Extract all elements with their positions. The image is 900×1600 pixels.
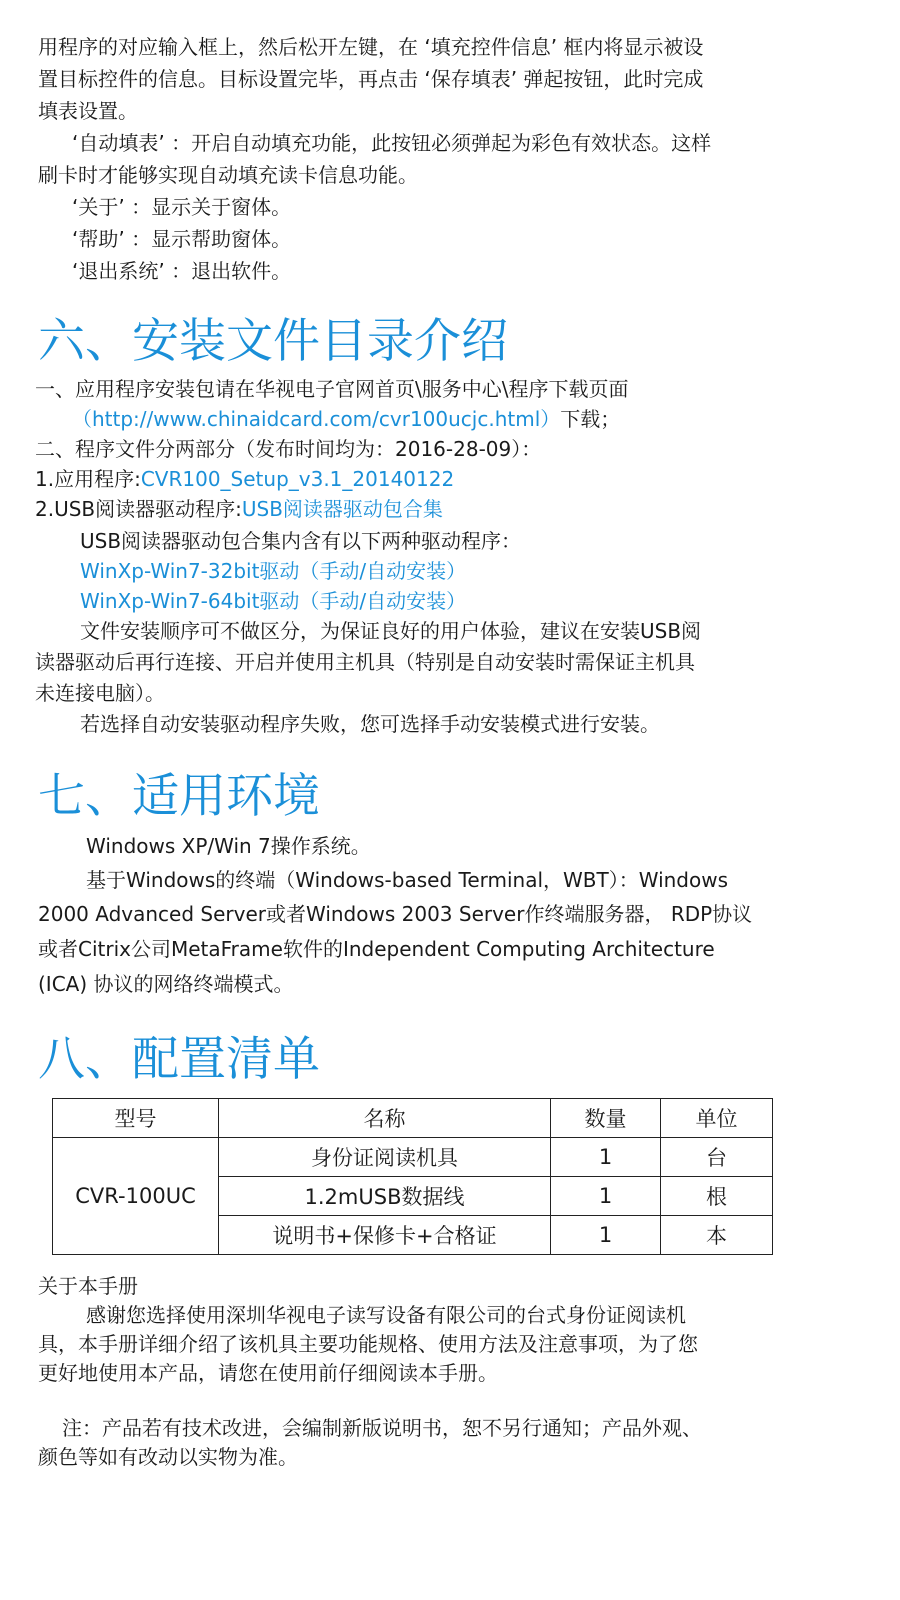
intro-line-8: ‘退出系统’ ：退出软件。 — [72, 259, 292, 283]
s7-line-2: 基于Windows的终端（Windows-based Terminal，WBT）：Windows — [86, 868, 729, 892]
header-qty: 数量 — [551, 1099, 661, 1138]
s7-line-3: 2000 Advanced Server或者Windows 2003 Server作终端服务器， RDP协议 — [38, 902, 753, 926]
driver-32bit-link[interactable]: WinXp-Win7-32bit驱动（手动/自动安装） — [80, 559, 467, 583]
unit-cell: 根 — [661, 1177, 773, 1216]
s6-driver-line — [35, 493, 443, 525]
header-unit: 单位 — [661, 1099, 773, 1138]
driver-pack-link[interactable]: USB阅读器驱动包合集 — [241, 497, 443, 521]
driver-64bit-link[interactable]: WinXp-Win7-64bit驱动（手动/自动安装） — [80, 589, 467, 613]
download-page-link[interactable]: （http://www.chinaidcard.com/cvr100ucjc.html） — [72, 407, 561, 431]
intro-line-1: 用程序的对应输入框上，然后松开左键，在 ‘填充控件信息’ 框内将显示被设 — [38, 35, 704, 59]
table-row — [53, 1138, 773, 1177]
intro-line-7: ‘帮助’ ：显示帮助窗体。 — [72, 227, 292, 251]
name-cell: 身份证阅读机具 — [219, 1138, 551, 1177]
intro-line-5: 刷卡时才能够实现自动填充读卡信息功能。 — [38, 163, 418, 187]
qty-cell: 1 — [551, 1177, 661, 1216]
intro-line-4: ‘自动填表’ ：开启自动填充功能，此按钮必须弹起为彩色有效状态。这样 — [72, 131, 712, 155]
s6-line-6: USB阅读器驱动包合集内含有以下两种驱动程序： — [80, 529, 522, 553]
header-model: 型号 — [53, 1099, 219, 1138]
about-title: 关于本手册 — [38, 1274, 138, 1298]
name-cell: 说明书+保修卡+合格证 — [219, 1216, 551, 1255]
s6-line-9: 文件安装顺序可不做区分，为保证良好的用户体验，建议在安装USB阅 — [80, 619, 702, 643]
s6-url-line — [72, 403, 620, 435]
model-cell: CVR-100UC — [53, 1138, 219, 1255]
header-name: 名称 — [219, 1099, 551, 1138]
about-line-1: 感谢您选择使用深圳华视电子读写设备有限公司的台式身份证阅读机 — [86, 1303, 686, 1327]
s6-driver-prefix: 2.USB阅读器驱动程序: — [35, 497, 242, 521]
section-6-heading: 六、安装文件目录介绍 — [38, 314, 508, 369]
s7-line-4: 或者Citrix公司MetaFrame软件的Independent Computing Architecture — [38, 937, 715, 961]
s6-line-12: 若选择自动安装驱动程序失败，您可选择手动安装模式进行安装。 — [80, 712, 660, 736]
about-line-2: 具，本手册详细介绍了该机具主要功能规格、使用方法及注意事项，为了您 — [38, 1332, 698, 1356]
table-header-row — [53, 1099, 773, 1138]
name-cell: 1.2mUSB数据线 — [219, 1177, 551, 1216]
s6-app-line — [35, 463, 454, 495]
s6-app-prefix: 1.应用程序: — [35, 467, 141, 491]
unit-cell: 台 — [661, 1138, 773, 1177]
s6-line-1: 一、应用程序安装包请在华视电子官网首页\服务中心\程序下载页面 — [35, 377, 629, 401]
s7-line-5: (ICA) 协议的网络终端模式。 — [38, 972, 294, 996]
qty-cell: 1 — [551, 1138, 661, 1177]
config-table — [52, 1098, 773, 1255]
section-7-heading: 七、适用环境 — [38, 769, 320, 824]
note-line-2: 颜色等如有改动以实物为准。 — [38, 1445, 298, 1469]
qty-cell: 1 — [551, 1216, 661, 1255]
section-8-heading: 八、配置清单 — [38, 1032, 320, 1087]
app-setup-link[interactable]: CVR100_Setup_v3.1_20140122 — [140, 467, 455, 491]
s7-line-1: Windows XP/Win 7操作系统。 — [86, 834, 371, 858]
unit-cell: 本 — [661, 1216, 773, 1255]
intro-line-3: 填表设置。 — [38, 99, 138, 123]
s6-line-10: 读器驱动后再行连接、开启并使用主机具（特别是自动安装时需保证主机具 — [35, 650, 695, 674]
note-line-1: 注：产品若有技术改进，会编制新版说明书，恕不另行通知；产品外观、 — [62, 1416, 702, 1440]
about-line-3: 更好地使用本产品，请您在使用前仔细阅读本手册。 — [38, 1361, 498, 1385]
intro-line-2: 置目标控件的信息。目标设置完毕，再点击 ‘保存填表’ 弹起按钮，此时完成 — [38, 67, 704, 91]
intro-line-6: ‘关于’ ：显示关于窗体。 — [72, 195, 292, 219]
s6-line-11: 未连接电脑）。 — [35, 681, 165, 705]
s6-line-3: 二、程序文件分两部分（发布时间均为：2016-28-09）： — [35, 437, 542, 461]
s6-url-suffix: 下载； — [560, 407, 621, 431]
